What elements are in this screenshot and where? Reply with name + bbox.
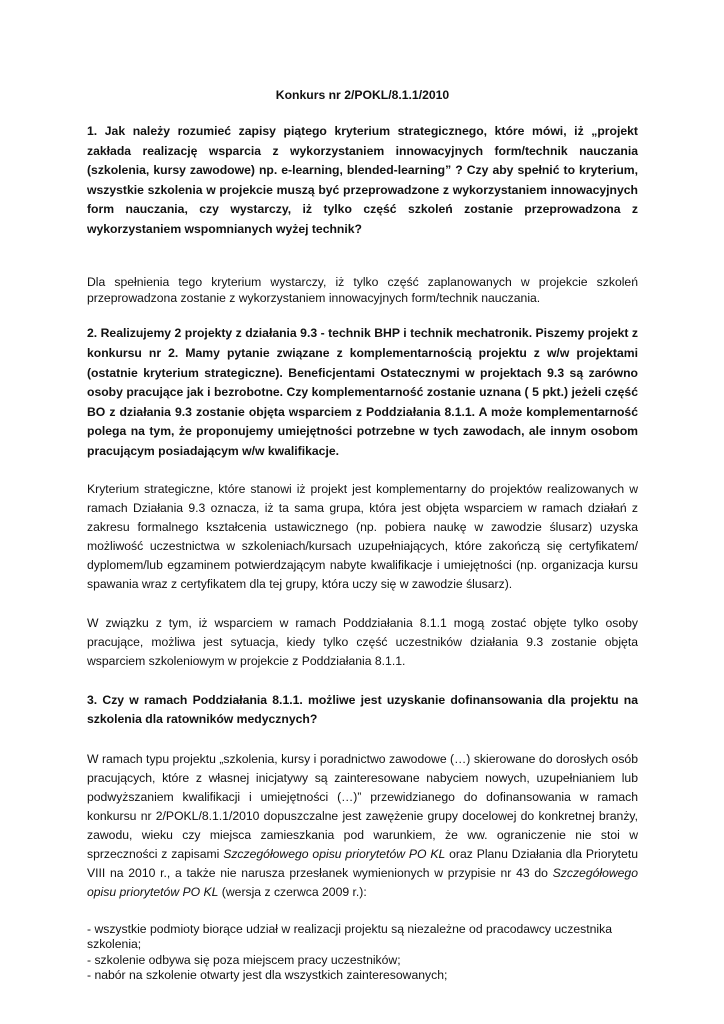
list-item: - szkolenie odbywa się poza miejscem pracy uczestników; xyxy=(87,952,401,967)
question-3: 3. Czy w ramach Poddziałania 8.1.1. możliwe jest uzyskanie dofinansowania dla projektu na szkolenia dla ratowników medycznych? xyxy=(87,692,638,727)
document-page xyxy=(87,86,638,984)
answer-1: Dla spełnienia tego kryterium wystarczy, iż tylko część zaplanowanych w projekcie szkoleń przeprowadzona zostanie z wykorzystaniem innowacyjnych form/technik nauczania. xyxy=(87,274,638,305)
list-item: - nabór na szkolenie otwarty jest dla wszystkich zainteresowanych; xyxy=(87,968,448,983)
answer-3-italic-2: Szczegółowego opisu priorytetów PO KL xyxy=(87,865,638,899)
answer-3 xyxy=(87,750,638,902)
answer-2-paragraph-2: W związku z tym, iż wsparciem w ramach Poddziałania 8.1.1 mogą zostać objęte tylko osoby pracujące, możliwa jest sytuacja, kiedy tylko część uczestników działania 9.3 zostanie objęta wsparciem szkoleniowym w projekcie z Poddziałania 8.1.1. xyxy=(87,615,638,668)
answer-3-italic-1: Szczegółowego opisu priorytetów PO KL xyxy=(223,846,446,861)
question-2: 2. Realizujemy 2 projekty z działania 9.3 - technik BHP i technik mechatronik. Piszemy projekt z konkursu nr 2. Mamy pytanie związane z komplementarnością projektu z w/w projektami (ostatnie kryterium strategiczne). Beneficjentami Ostatecznymi w projektach 9.3 są zarówno osoby pracujące jak i bezrobotne. Czy komplementarność zostanie uznana ( 5 pkt.) jeżeli część BO z działania 9.3 zostanie objęta wsparciem z Poddziałania 8.1.1. A może komplementarność polega na tym, że proponujemy umiejętności potrzebne w tych zawodach, ale innym osobom pracującym posiadającym w/w kwalifikacje. xyxy=(87,326,638,458)
conditions-list xyxy=(87,922,638,984)
list-item: - wszystkie podmioty biorące udział w realizacji projektu są niezależne od pracodawcy uczestnika szkolenia; xyxy=(87,921,612,952)
answer-3-text-2: oraz Planu Działania dla Priorytetu VIII na 2010 r., a także nie narusza przesłanek wymienionych w przypisie nr 43 do xyxy=(87,846,638,880)
document-title: Konkurs nr 2/POKL/8.1.1/2010 xyxy=(275,88,450,102)
answer-2-paragraph-1: Kryterium strategiczne, które stanowi iż projekt jest komplementarny do projektów realizowanych w ramach Działania 9.3 oznacza, iż ta sama grupa, która jest objęta wsparciem w ramach działań z zakresu formalnego kształcenia ustawicznego (np. pobiera naukę w zawodzie ślusarz) uzyska możliwość uczestnictwa w szkoleniach/kursach uzupełniających, które zakończą się certyfikatem/ dyplomem/lub egzaminem potwierdzającym nabyte kwalifikacje i umiejętności (np. organizacja kursu spawania wraz z certyfikatem dla tej grupy, która uczy się w zawodzie ślusarz). xyxy=(87,481,638,591)
answer-3-text-1: W ramach typu projektu „szkolenia, kursy i poradnictwo zawodowe (…) skierowane do dorosłych osób pracujących, które z własnej inicjatywy są zainteresowane nabyciem nowych, uzupełnianiem lub podwyższaniem kwalifikacji i umiejętności (…)” przewidzianego do dofinansowania w ramach konkursu nr 2/POKL/8.1.1/2010 dopuszczalne jest zawężenie grupy docelowej do konkretnej branży, zawodu, wieku czy miejsca zamieszkania pod warunkiem, że ww. ograniczenie nie stoi w sprzeczności z zapisami xyxy=(87,751,638,861)
question-1: 1. Jak należy rozumieć zapisy piątego kryterium strategicznego, które mówi, iż „projekt zakłada realizację wsparcia z wykorzystaniem innowacyjnych form/technik nauczania (szkolenia, kursy zawodowe) np. e-learning, blended-learning” ? Czy aby spełnić to kryterium, wszystkie szkolenia w projekcie muszą być przeprowadzone z wykorzystaniem innowacyjnych form nauczania, czy wystarczy, iż tylko część szkoleń zostanie przeprowadzona z wykorzystaniem wspomnianych wyżej technik? xyxy=(87,124,638,236)
answer-3-text-3: (wersja z czerwca 2009 r.): xyxy=(218,884,367,899)
